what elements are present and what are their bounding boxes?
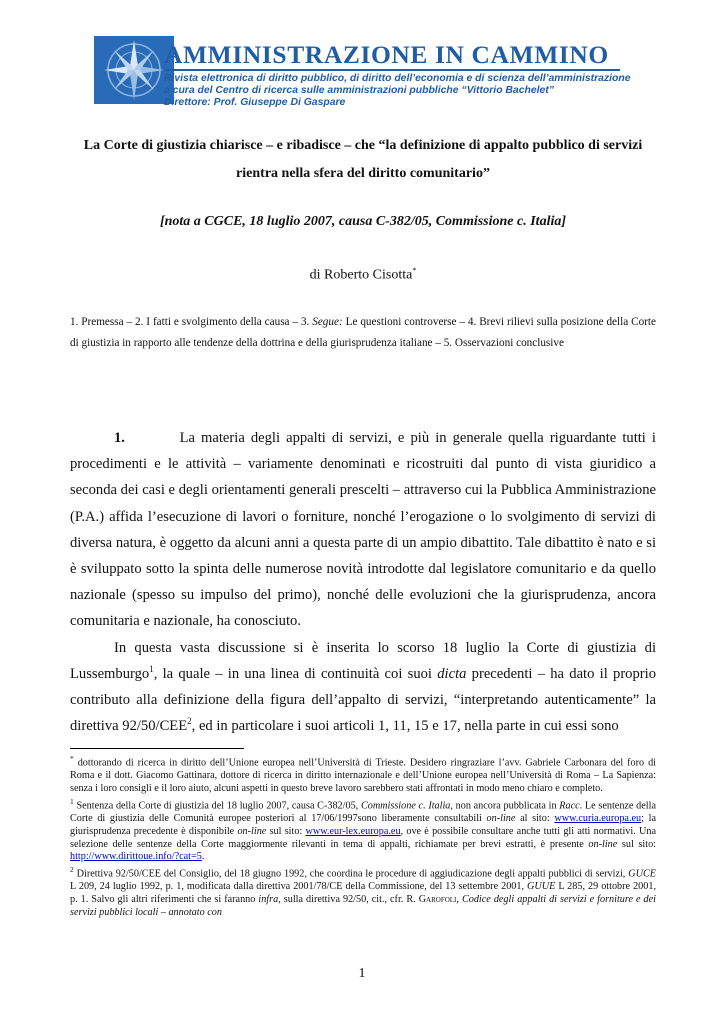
footnote-2: [70, 864, 656, 920]
footnote-star: [70, 753, 656, 796]
footnote-ref[interactable]: 2: [187, 716, 192, 727]
footnote-mark: *: [70, 754, 74, 763]
footnote-text: on-line: [588, 838, 618, 850]
footnote-text: L 285, 29 ottobre 2001, p. 1. Salvo gli altri riferimenti che si faranno: [70, 881, 656, 906]
author-footnote-mark: *: [412, 266, 417, 275]
footnote-text: L 209, 24 luglio 1992, p. 1, modificata dalla direttiva 2001/78/CE della Commissione, del 13 settembre 2001,: [70, 881, 528, 893]
footnote-text: , ove è possibile consultare anche tutti gli atti normativi. Una selezione delle sentenze della Corte maggiormente rilevanti in tema di appalti, richiamate per brevi estratti, è presente: [70, 825, 656, 850]
curia-link[interactable]: www.curia.europa.eu: [554, 812, 642, 824]
paragraph-text: , ed in particolare i suoi articoli 1, 11, 15 e 17, nella parte in cui essi sono: [191, 718, 619, 735]
footnote-1: [70, 796, 656, 864]
footnote-text: GUUE: [527, 881, 556, 893]
paragraph-text: In questa vasta discussione si è inserita lo scorso 18 luglio la Corte di giustizia di Lussemburgo: [70, 639, 656, 682]
journal-director: Direttore: Prof. Giuseppe Di Gaspare: [164, 97, 346, 108]
article-body: [70, 425, 656, 739]
footnote-text: Direttiva 92/50/CEE del Consiglio, del 18 giugno 1992, che coordina le procedure di aggiudicazione degli appalti pubblici di servizi,: [73, 868, 629, 880]
footnote-text: infra: [258, 894, 279, 906]
footnote-separator: [70, 748, 244, 749]
journal-subtitle: Rivista elettronica di diritto pubblico, di diritto dell’economia e di scienza dell’amministrazione: [164, 73, 631, 84]
footnote-text: . Le sentenze della Corte di giustizia delle Comunità europee posteriori al 17/06/1997sono liberamente consultabili: [70, 800, 656, 824]
footnote-text: sul sito:: [617, 838, 656, 850]
journal-title: AMMINISTRAZIONE IN CAMMINO: [164, 40, 609, 69]
footnote-text: GUCE: [628, 868, 656, 880]
compass-logo-icon: [94, 36, 174, 104]
toc-part: 1. Premessa – 2. I fatti e svolgimento della causa – 3.: [70, 316, 313, 328]
article-note: [nota a CGCE, 18 luglio 2007, causa C-382/05, Commissione c. Italia]: [159, 214, 567, 229]
journal-banner: [94, 36, 631, 118]
footnote-text: Garofoli: [418, 894, 457, 906]
footnote-text: Commissione c. Italia: [360, 800, 451, 812]
footnote-text: Codice degli appalti di servizi e forniture e dei servizi pubblici locali – annotato con: [70, 894, 657, 918]
footnote-text: Racc: [559, 800, 580, 812]
footnote-text: on-line: [237, 825, 267, 837]
footnote-text: ; la giurisprudenza precedente è disponibile: [70, 812, 656, 837]
toc-part: Le questioni controverse – 4. Brevi rilievi sulla posizione della Corte di giustizia in rapporto alle tendenze della dottrina e della giurisprudenza italiane – 5. Osservazioni conclusive: [70, 316, 656, 349]
footnotes: [70, 753, 656, 920]
paragraph-text: La materia degli appalti di servizi, e più in generale quella riguardante tutti i procedimenti e le attività – variamente denominati e ricostruiti dal punto di vista giuridico a seconda dei casi e degli orientamenti generali prescelti – attraverso cui la Pubblica Amministrazione (P.A.) affida l’esecuzione di lavori o forniture, nonché l’erogazione o lo svolgimento di servizi di diversa natura, è oggetto da alcuni anni a questa parte di un ampio dibattito. Tale dibattito è nato e si è sviluppato sotto la spinta delle numerose novità introdotte dal legislatore comunitario e da quello nazionale (spesso su impulso del primo), nonché delle evoluzioni che la giurisprudenza, ancora comunitaria e nazionale, ha conosciuto.: [70, 430, 656, 630]
footnote-text: al sito:: [515, 812, 555, 824]
eur-lex-link[interactable]: www.eur-lex.europa.eu: [305, 825, 401, 837]
paragraph-text: , la quale – in una linea di continuità coi suoi: [153, 665, 438, 682]
section-number: 1.: [114, 430, 125, 446]
footnote-text: , sulla direttiva 92/50, cit., cfr. R.: [278, 894, 419, 906]
footnote-text: dottorando di ricerca in diritto dell’Unione europea nell’Università di Trieste. Desidero ringraziare l’avv. Gabriele Carbonara del foro di Roma e il dott. Giacomo Gattinara, dottore di ricerca in diritto internazionale e dell’Unione europea nell’Università di Roma – La Sapienza: senza i loro consigli e il loro aiuto, alcuni aspetti in questo breve lavoro sarebbero stati affrontati in modo meno chiaro e completo.: [70, 757, 656, 794]
footnote-text: .: [201, 851, 205, 863]
paragraph-text: precedenti – ha dato il proprio contributo alla definizione della figura dell’appalto di servizi, “interpretando autenticamente” la direttiva 92/50/CEE: [70, 665, 656, 735]
footnote-ref[interactable]: 1: [149, 663, 154, 674]
article-author: [70, 266, 656, 284]
table-of-contents: [70, 312, 656, 354]
footnote-text: Sentenza della Corte di giustizia del 18 luglio 2007, causa C-382/05,: [73, 800, 361, 812]
italic-term: dicta: [437, 665, 467, 682]
article-title: La Corte di giustizia chiarisce – e ribadisce – che “la definizione di appalto pubblico di servizi rientra nella sfera del diritto comunitario”: [83, 138, 643, 181]
footnote-text: sul sito:: [266, 825, 306, 837]
footnote-mark: 1: [70, 796, 74, 806]
journal-curator: a cura del Centro di ricerca sulle amministrazioni pubbliche “Vittorio Bachelet”: [164, 85, 554, 96]
footnote-text: , non ancora pubblicata in: [450, 800, 560, 812]
toc-segue: Segue:: [312, 316, 343, 328]
footnote-text: ,: [456, 894, 462, 906]
dirittoue-link[interactable]: http://www.dirittoue.info/?cat=5: [70, 851, 202, 863]
banner-divider: [164, 69, 620, 71]
footnote-text: on-line: [486, 812, 516, 824]
author-name: di Roberto Cisotta: [309, 267, 413, 283]
footnote-mark: 2: [70, 865, 74, 875]
paragraph-2: [70, 635, 656, 740]
page-number: 1: [358, 966, 366, 981]
paragraph-1: [70, 425, 656, 635]
